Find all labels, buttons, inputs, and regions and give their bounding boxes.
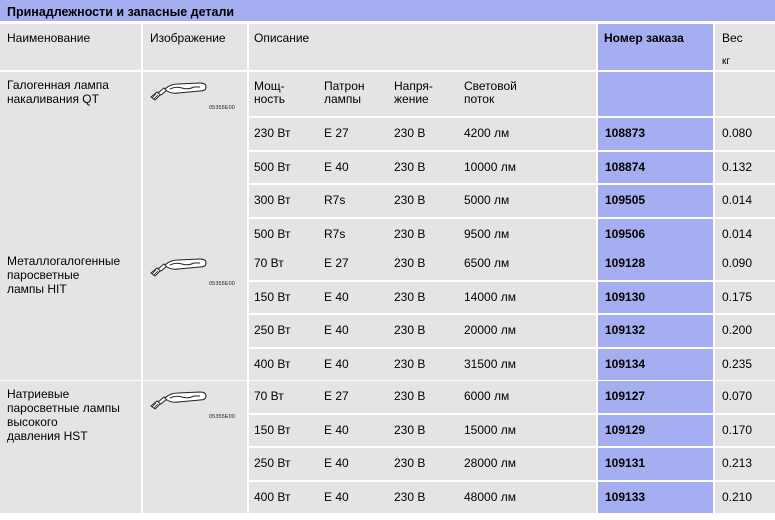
order-number: 109129 — [605, 422, 646, 437]
weight-value: 0.014 — [722, 226, 753, 241]
group-name: Металлогалогенные — [7, 254, 121, 268]
order-number: 109505 — [605, 193, 646, 207]
weight-value: 0.235 — [722, 356, 753, 371]
cell-voltage: 230 В — [394, 159, 426, 174]
cell-power: 70 Вт — [254, 256, 284, 270]
cell-voltage: 230 В — [394, 256, 426, 270]
weight-value: 0.080 — [722, 126, 753, 140]
cell-socket: E 27 — [324, 256, 349, 270]
cell-power: 70 Вт — [254, 389, 284, 403]
cell-voltage: 230 В — [394, 489, 426, 504]
group-name: Натриевые — [7, 387, 70, 401]
group-name: накаливания QT — [7, 92, 99, 106]
image-code: 05355E00 — [209, 281, 235, 287]
cell-power: 500 Вт — [254, 226, 291, 241]
cell-voltage: 230 В — [394, 422, 426, 437]
header-description: Описание — [254, 31, 310, 45]
header-weight-unit: кг — [722, 56, 731, 67]
cell-power: 400 Вт — [254, 489, 291, 504]
cell-flux: 10000 лм — [464, 159, 516, 174]
cell-flux: 14000 лм — [464, 289, 516, 304]
cell-flux: 31500 лм — [464, 356, 516, 371]
cell-flux: 48000 лм — [464, 489, 516, 504]
cell-voltage: 230 В — [394, 126, 426, 140]
group-name: давления HST — [7, 429, 88, 443]
cell-power: 250 Вт — [254, 323, 291, 337]
weight-value: 0.213 — [722, 456, 753, 470]
weight-value: 0.090 — [722, 256, 753, 270]
header-image: Изображение — [150, 31, 226, 45]
group-name: паросветные — [7, 268, 80, 282]
cell-voltage: 230 В — [394, 289, 426, 304]
group-name: высокого — [7, 415, 58, 429]
subheader-flux: Световой — [464, 79, 517, 93]
cell-voltage: 230 В — [394, 193, 426, 207]
cell-flux: 28000 лм — [464, 456, 516, 470]
lamp-icon — [148, 257, 210, 279]
cell-voltage: 230 В — [394, 456, 426, 470]
cell-voltage: 230 В — [394, 389, 426, 403]
header-order: Номер заказа — [604, 31, 684, 45]
order-number: 108874 — [605, 159, 646, 174]
subheader-weight-cell — [715, 72, 775, 116]
cell-socket: R7s — [324, 193, 346, 207]
group-name: Галогенная лампа — [7, 78, 109, 92]
subheader-order-cell — [598, 72, 713, 116]
cell-voltage: 230 В — [394, 323, 426, 337]
cell-flux: 4200 лм — [464, 126, 510, 140]
lamp-icon — [148, 81, 210, 103]
order-number: 108873 — [605, 126, 646, 140]
cell-power: 230 Вт — [254, 126, 291, 140]
cell-flux: 20000 лм — [464, 323, 516, 337]
cell-flux: 6000 лм — [464, 389, 510, 403]
weight-value: 0.070 — [722, 389, 753, 403]
cell-voltage: 230 В — [394, 356, 426, 371]
cell-power: 500 Вт — [254, 159, 291, 174]
subheader-power: Мощ- — [254, 79, 285, 93]
cell-voltage: 230 В — [394, 226, 426, 241]
order-number: 109134 — [605, 356, 646, 371]
cell-socket: E 27 — [324, 389, 349, 403]
cell-power: 150 Вт — [254, 422, 291, 437]
order-number: 109132 — [605, 323, 646, 337]
cell-socket: E 40 — [324, 159, 349, 174]
cell-flux: 5000 лм — [464, 193, 510, 207]
image-code: 05355E00 — [209, 414, 235, 420]
cell-power: 300 Вт — [254, 193, 291, 207]
cell-power: 250 Вт — [254, 456, 291, 470]
image-code: 05355E00 — [209, 105, 235, 111]
cell-flux: 9500 лм — [464, 226, 510, 241]
cell-power: 400 Вт — [254, 356, 291, 371]
order-number: 109131 — [605, 456, 646, 470]
weight-value: 0.175 — [722, 289, 753, 304]
header-weight: Вес — [722, 31, 743, 45]
weight-value: 0.132 — [722, 159, 753, 174]
cell-socket: E 27 — [324, 126, 349, 140]
cell-socket: E 40 — [324, 289, 349, 304]
cell-socket: E 40 — [324, 456, 349, 470]
group-name: лампы HIT — [7, 282, 67, 296]
subheader-voltage: Напря- — [394, 79, 433, 93]
weight-value: 0.170 — [722, 422, 753, 437]
cell-flux: 6500 лм — [464, 256, 510, 270]
order-number: 109128 — [605, 256, 646, 270]
order-number: 109130 — [605, 289, 646, 304]
order-number: 109133 — [605, 489, 646, 504]
cell-socket: E 40 — [324, 356, 349, 371]
cell-power: 150 Вт — [254, 289, 291, 304]
weight-value: 0.200 — [722, 323, 753, 337]
cell-socket: E 40 — [324, 422, 349, 437]
lamp-icon — [148, 390, 210, 412]
weight-value: 0.014 — [722, 193, 753, 207]
order-number: 109127 — [605, 389, 646, 403]
cell-socket: E 40 — [324, 323, 349, 337]
subheader-voltage: жение — [394, 92, 429, 106]
group-name: паросветные лампы — [7, 401, 120, 415]
cell-flux: 15000 лм — [464, 422, 516, 437]
cell-socket: E 40 — [324, 489, 349, 504]
header-name: Наименование — [7, 31, 91, 45]
subheader-socket: Патрон — [324, 79, 365, 93]
subheader-flux: поток — [464, 92, 495, 106]
subheader-power: ность — [254, 92, 286, 106]
order-number: 109506 — [605, 226, 646, 241]
subheader-socket: лампы — [324, 92, 362, 106]
weight-value: 0.210 — [722, 489, 753, 504]
table-title: Принадлежности и запасные детали — [0, 0, 775, 22]
cell-socket: R7s — [324, 226, 346, 241]
